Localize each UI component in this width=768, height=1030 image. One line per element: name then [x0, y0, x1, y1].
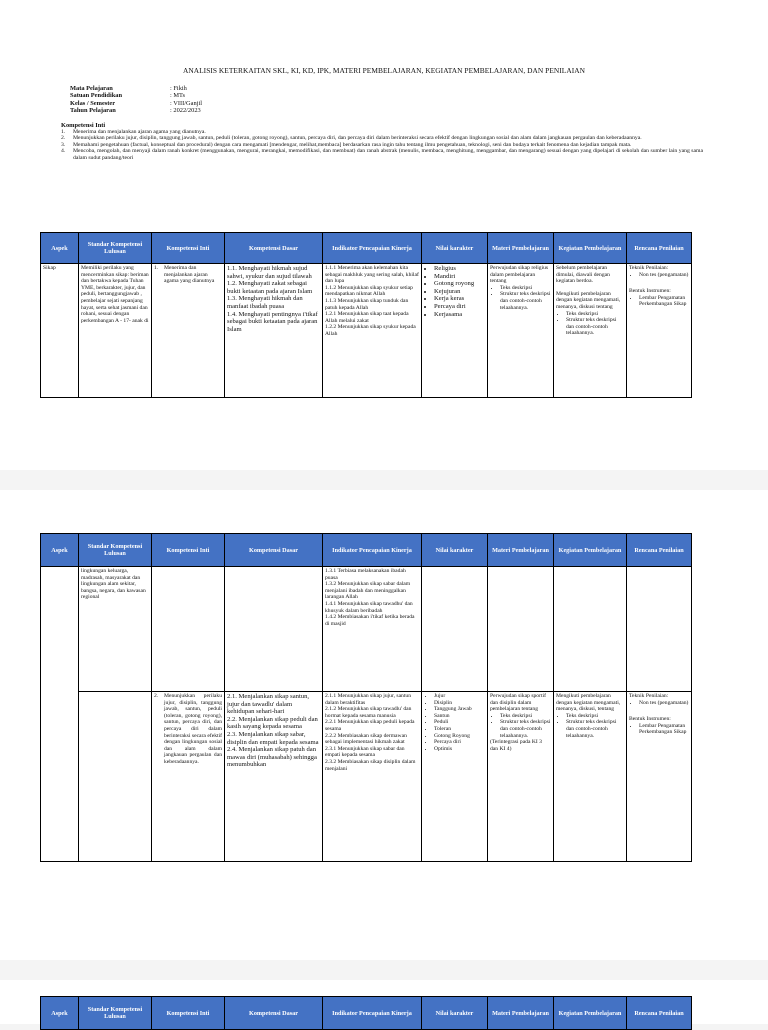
meta-label: Mata Pelajaran: [70, 85, 113, 92]
header-materi: Materi Pembelajaran: [488, 233, 554, 264]
kd-item: 2.4. Menjalankan sikap patuh dan mawas diri (muhasabah) sehingga menumbuhkan: [227, 746, 317, 769]
ki-item: 4. Mencoba, mengolah, dan menyaji dalam ranah konkret (menggunakan, mengurai, merangkai, memodifikasi, dan membuat) dan ranah abstrak (menulis, membaca, menghitung, menggambar, dan mengarang) sesuai dengan yang dipelajari di sekolah dan sumber lain yang sama dalam sudut pandang/teori: [61, 148, 703, 161]
table-header-row: [41, 997, 692, 1030]
cell-kegiatan: Sebelum pembelajaran dimulai, diawali dengan kegiatan berdoa. Mengikuti pembelajaran dengan kegiatan mengamati, menanya, diskusi tentang • Teks deskripsi • Struktur teks deskripsi dan contoh-contoh telaahannya.: [554, 264, 627, 398]
nilai-item: • Gotong royong: [434, 280, 485, 288]
kd-item: 2.2. Menjalankan sikap peduli dan kasih sayang kepada sesama: [227, 715, 318, 731]
ipk-item: 2.2.2 Membiasakan sikap dermawan sebagai implementasi hikmah zakat: [325, 732, 407, 746]
nilai-item: • Tanggung Jawab: [434, 706, 485, 713]
meta-label: Kelas / Semester: [70, 99, 116, 107]
materi-item: • Struktur teks deskripsi dan contoh-contoh telaahannya.: [500, 291, 551, 311]
kd-item: 1.2. Menghayati zakat sebagai bukti ketaatan pada ajaran Islam: [227, 280, 313, 295]
cell-nilai: [422, 692, 488, 862]
meta-label: Tahun Pelajaran: [70, 107, 116, 115]
ipk-item: 1.2.2 Menunjukkan sikap syukur kepada Allah: [325, 324, 416, 337]
table-row: [41, 692, 692, 862]
ipk-item: 1.4.2 Membiasakan i'tikaf ketika berada di masjid: [325, 614, 415, 627]
header-ki: Kompetensi Inti: [152, 997, 225, 1030]
header-aspek: Aspek: [41, 534, 79, 567]
ipk-item: 2.2.1 Menunjukkan sikap peduli kepada sesama: [325, 719, 415, 732]
analysis-table-page-1: [40, 232, 692, 398]
table-row: [41, 567, 692, 692]
nilai-item: • Optimis: [434, 746, 485, 753]
materi-item: • Struktur teks deskripsi dan contoh-contoh telaahannya.: [500, 719, 551, 739]
materi-item: • Teks deskripsi: [500, 713, 551, 720]
header-nilai: Nilai karakter: [422, 233, 488, 264]
nilai-item: • Kejujuran: [434, 288, 485, 296]
kegiatan-item: • Struktur teks deskripsi dan contoh-contoh telaahannya.: [566, 317, 624, 337]
cell-ki: 2. Menunjukkan perilaku jujur, disiplin, tanggung jawab, santun, peduli (toleran, gotong royong), santun, percaya diri, dan percaya diri dalam berinteraksi secara efektif dengan lingkungan sosial dan alam dalam jangkauan pergaulan dan keberadaannya.: [152, 692, 225, 862]
header-kd: Kompetensi Dasar: [225, 534, 323, 567]
meta-value: : Fikih: [170, 85, 187, 92]
nilai-item: • Disiplin: [434, 700, 485, 707]
header-ipk: Indikator Pencapaian Kinerja: [323, 233, 422, 264]
kd-item: 1.1. Menghayati hikmah sujud sahwi, syukur dan sujud tilawah: [227, 265, 312, 280]
header-skl: Standar Kompetensi Lulusan: [79, 534, 152, 567]
meta-label: Satuan Pendidikan: [70, 92, 123, 100]
ipk-item: 2.3.1 Menunjukkan sikap sabar dan empati kepada sesama: [325, 745, 405, 759]
ipk-item: 1.1.1 Menerima akan kelemahan kita sebagai makhluk yang sering salah, khilaf dan lupa: [325, 265, 419, 285]
ipk-item: 1.2.1 Menunjukkan sikap taat kepada Allah melalui zakat: [325, 311, 409, 324]
rencana-item: • Non tes (pengamatan): [639, 272, 689, 279]
header-aspek: Aspek: [41, 997, 79, 1030]
nilai-item: • Peduli: [434, 719, 485, 726]
cell-nilai: [422, 264, 488, 398]
cell-ki: 1. Menerima dan menjalankan ajaran agama yang dianutnya: [152, 264, 225, 398]
ipk-item: 1.3.1 Terbiasa melaksanakan ibadah puasa: [325, 568, 406, 581]
cell-ipk: [323, 692, 422, 862]
header-kd: Kompetensi Dasar: [225, 997, 323, 1030]
cell-materi: Perwujudan sikap sportif dan disiplin dalam pembelajaran tentang • Teks deskripsi • Struktur teks deskripsi dan contoh-contoh telaahannya. (Terintegrasi pada KI 3 dan KI 4): [488, 692, 554, 862]
ki-item: 1. Menerima dan menjalankan ajaran agama yang dianutnya.: [61, 129, 206, 135]
page-2: [0, 490, 768, 960]
cell-kd: [225, 692, 323, 862]
ki-list: [61, 129, 703, 161]
nilai-item: • Percaya diri: [434, 739, 485, 746]
ipk-item: 2.3.2 Membiasakan sikap disiplin dalam menjalani: [325, 758, 416, 772]
table-header-row: [41, 534, 692, 567]
ki-item: 3. Memahami pengetahuan (factual, konseptual dan procedural) dengan cara mengamati [mendengar, melihat,membaca] berdasarkan rasa ingin tahu tentang ilmu pengetahuan, teknologi, seni dan budaya terkait fenomena dan kejadian tampak mata.: [61, 141, 632, 148]
cell-ipk: [323, 567, 422, 692]
table-header-row: [41, 233, 692, 264]
ipk-item: 1.1.2 Menunjukkan sikap syukur setiap mendapatkan nikmat Allah: [325, 284, 413, 298]
header-kegiatan: Kegiatan Pembelajaran: [554, 997, 627, 1030]
header-skl: Standar Kompetensi Lulusan: [79, 233, 152, 264]
analysis-table-page-3: [40, 996, 692, 1030]
ipk-item: 2.1.1 Menunjukkan sikap jujur, santun dalam beraktifitas: [325, 693, 412, 706]
header-nilai: Nilai karakter: [422, 534, 488, 567]
nilai-item: • Gotong Royong: [434, 733, 485, 740]
header-aspek: Aspek: [41, 233, 79, 264]
meta-value: : MTs: [170, 92, 185, 100]
cell-kd: [225, 567, 323, 692]
header-kegiatan: Kegiatan Pembelajaran: [554, 534, 627, 567]
materi-item: • Teks deskripsi: [500, 285, 551, 292]
kegiatan-item: • Teks deskripsi: [566, 311, 624, 318]
nilai-item: • Kerja keras: [434, 295, 485, 303]
header-rencana: Rencana Penilaian: [627, 534, 692, 567]
nilai-item: • Toleran: [434, 726, 485, 733]
header-kegiatan: Kegiatan Pembelajaran: [554, 233, 627, 264]
kegiatan-item: • Teks deskripsi: [566, 713, 624, 720]
cell-aspek: Sikap: [41, 264, 79, 398]
analysis-table-page-2: [40, 533, 692, 862]
cell-ipk: [323, 264, 422, 398]
page-1: [0, 0, 768, 470]
cell-ki: [152, 567, 225, 692]
ipk-item: 2.1.2 Menunjukkan sikap tawadlu' dan hormat kepada sesama manusia: [325, 706, 412, 719]
header-ki: Kompetensi Inti: [152, 233, 225, 264]
cell-rencana: [627, 567, 692, 692]
nilai-item: • Santun: [434, 713, 485, 720]
rencana-item: • Lembar Pengamatan Perkembangan Sikap: [639, 295, 689, 308]
table-row: [41, 264, 692, 398]
cell-kegiatan: Mengikuti pembelajaran dengan kegiatan mengamati, menanya, diskusi, tentang • Teks deskripsi • Struktur teks deskripsi dan contoh-contoh telaahannya.: [554, 692, 627, 862]
cell-skl: lingkungan keluarga, madrasah, masyarakat dan lingkungan alam sekitar, bangsa, negara, dan kawasan regional: [79, 567, 152, 692]
header-rencana: Rencana Penilaian: [627, 997, 692, 1030]
header-ki: Kompetensi Inti: [152, 534, 225, 567]
ki-heading: Kompetensi Inti: [61, 122, 106, 129]
nilai-item: • Mandiri: [434, 273, 485, 281]
cell-aspek: [41, 567, 79, 862]
nilai-item: • Jujur: [434, 693, 485, 700]
meta-value: : VIII/Ganjil: [170, 99, 203, 107]
document-title: ANALISIS KETERKAITAN SKL, KI, KD, IPK, MATERI PEMBELAJARAN, KEGIATAN PEMBELAJARAN, DAN PENILAIAN: [182, 66, 586, 75]
ipk-item: 1.4.1 Menunjukkan sikap tawadhu' dan khusyuk dalam beribadah: [325, 600, 413, 614]
meta-value: : 2022/2023: [170, 107, 201, 115]
rencana-item: • Non tes (pengamatan): [639, 700, 689, 707]
cell-materi: [488, 567, 554, 692]
nilai-item: • Religius: [434, 265, 485, 273]
header-kd: Kompetensi Dasar: [225, 233, 323, 264]
cell-nilai: [422, 567, 488, 692]
cell-kd: [225, 264, 323, 398]
cell-rencana: Teknik Penilaian: • Non tes (pengamatan) Bentuk Instrumen: • Lembar Pengamatan Perkembangan Sikap: [627, 692, 692, 862]
header-ipk: Indikator Pencapaian Kinerja: [323, 997, 422, 1030]
header-nilai: Nilai karakter: [422, 997, 488, 1030]
nilai-item: • Kerjasama: [434, 311, 485, 319]
nilai-item: • Percaya diri: [434, 303, 485, 311]
cell-kegiatan: [554, 567, 627, 692]
header-materi: Materi Pembelajaran: [488, 997, 554, 1030]
ipk-item: 1.3.2 Menunjukkan sikap sabar dalam menjalani ibadah dan meninggalkan larangan Allah: [325, 581, 411, 601]
cell-rencana: Teknik Penilaian: • Non tes (pengamatan) Bentuk Instrumen: • Lembar Pengamatan Perkembangan Sikap: [627, 264, 692, 398]
cell-skl: [79, 692, 152, 862]
cell-materi: Perwujudan sikap religius dalam pembelajaran tentang • Teks deskripsi • Struktur teks deskripsi dan contoh-contoh telaahannya.: [488, 264, 554, 398]
rencana-item: • Lembar Pengamatan Perkembangan Sikap: [639, 723, 689, 736]
kd-item: 2.3. Menjalankan sikap sabar, disiplin dan empati kepada sesama: [227, 730, 319, 746]
header-materi: Materi Pembelajaran: [488, 534, 554, 567]
kd-item: 1.3. Menghayati hikmah dan manfaat ibadah puasa: [227, 295, 303, 310]
kegiatan-item: • Struktur teks deskripsi dan contoh-contoh telaahannya.: [566, 719, 624, 739]
page-3: [0, 980, 768, 1024]
header-skl: Standar Kompetensi Lulusan: [79, 997, 152, 1030]
header-rencana: Rencana Penilaian: [627, 233, 692, 264]
kd-item: 1.4. Menghayati pentingnya i'tikaf sebagai bukti ketaatan pada ajaran Islam: [227, 310, 318, 333]
ipk-item: 1.1.3 Menunjukkan sikap tunduk dan patuh kepada Allah: [325, 297, 409, 311]
document-meta: [70, 85, 202, 115]
kd-item: 2.1. Menjalankan sikap santun, jujur dan tawadlu' dalam kehidupan sehari-hari: [227, 693, 310, 716]
ki-item: 2. Menunjukkan perilaku jujur, disiplin, tanggung jawab, santun, peduli (toleran, gotong royong), santun, percaya diri, dan percaya diri dalam berinteraksi secara efektif dengan lingkungan sosial dan alam dalam jangkauan pergaulan dan keberadaannya.: [61, 135, 642, 142]
header-ipk: Indikator Pencapaian Kinerja: [323, 534, 422, 567]
cell-skl: Memiliki perilaku yang mencerminkan sikap: beriman dan bertakwa kepada Tuhan YME, berkarakter, jujur, dan peduli, bertanggungjawab , pembelajar sejati sepanjang hayat, serta sehat jasmani dan rohani, sesuai dengan perkembangan A - 17- anak di: [79, 264, 152, 398]
